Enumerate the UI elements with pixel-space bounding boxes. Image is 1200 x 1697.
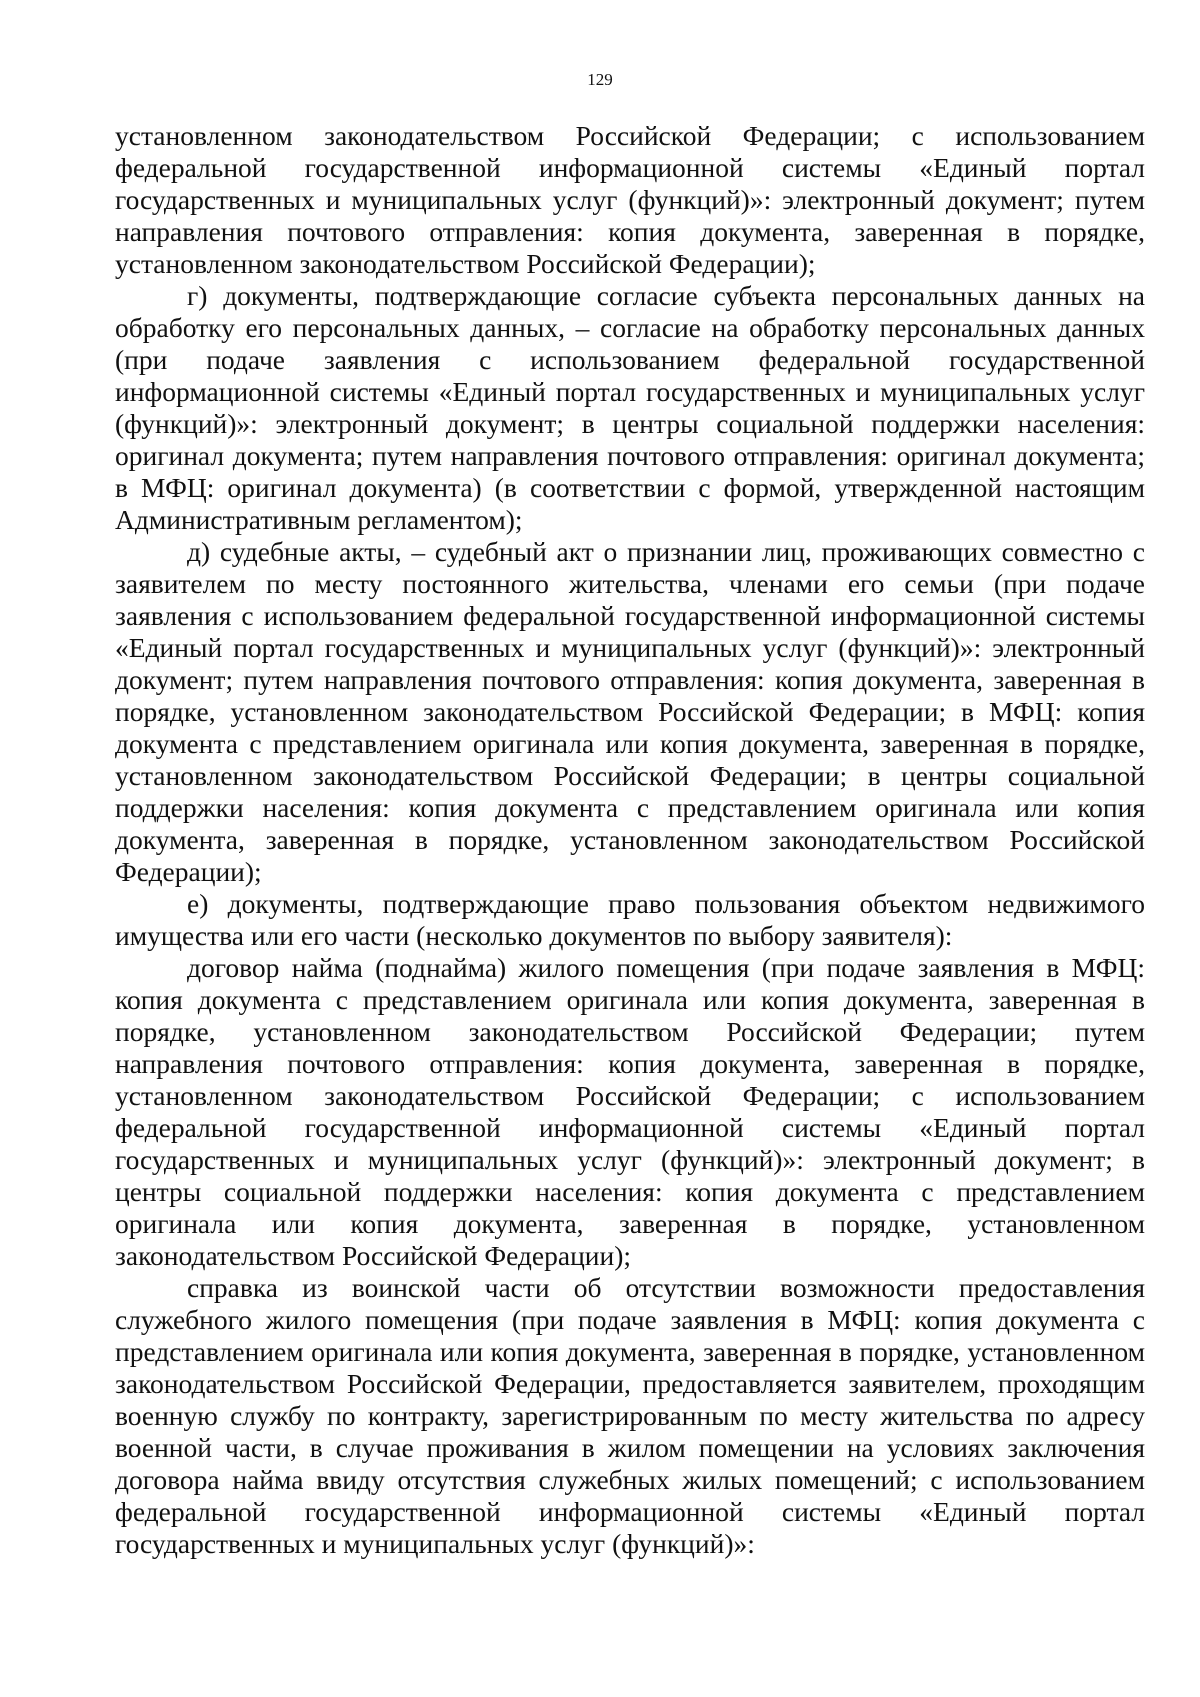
paragraph-item-g: г) документы, подтверждающие согласие субъекта персональных данных на обработку его персональных данных, – согласие на обработку персональных данных (при подаче заявления с использованием федеральной государственной информационной системы «Единый портал государственных и муниципальных услуг (функций)»: электронный документ; в центры социальной поддержки населения: оригинал документа; путем направления почтового отправления: оригинал документа; в МФЦ: оригинал документа) (в соответствии с формой, утвержденной настоящим Административным регламентом); <box>115 280 1145 535</box>
paragraph-item-d: д) судебные акты, – судебный акт о признании лиц, проживающих совместно с заявителем по месту постоянного жительства, членами его семьи (при подаче заявления с использованием федеральной государственной информационной системы «Единый портал государственных и муниципальных услуг (функций)»: электронный документ; путем направления почтового отправления: копия документа, заверенная в порядке, установленном законодательством Российской Федерации; в МФЦ: копия документа с представлением оригинала или копия документа, заверенная в порядке, установленном законодательством Российской Федерации; в центры социальной поддержки населения: копия документа с представлением оригинала или копия документа, заверенная в порядке, установленном законодательством Российской Федерации); <box>115 536 1145 887</box>
paragraph-rental-agreement: договор найма (поднайма) жилого помещения (при подаче заявления в МФЦ: копия документа с представлением оригинала или копия документа, заверенная в порядке, установленном законодательством Российской Федерации; путем направления почтового отправления: копия документа, заверенная в порядке, установленном законодательством Российской Федерации; с использованием федеральной государственной информационной системы «Единый портал государственных и муниципальных услуг (функций)»: электронный документ; в центры социальной поддержки населения: копия документа с представлением оригинала или копия документа, заверенная в порядке, установленном законодательством Российской Федерации); <box>115 952 1145 1271</box>
paragraph-continuation: установленном законодательством Российской Федерации; с использованием федеральной государственной информационной системы «Единый портал государственных и муниципальных услуг (функций)»: электронный документ; путем направления почтового отправления: копия документа, заверенная в порядке, установленном законодательством Российской Федерации); <box>115 120 1145 279</box>
paragraph-item-e: е) документы, подтверждающие право пользования объектом недвижимого имущества или его части (несколько документов по выбору заявителя): <box>115 888 1145 951</box>
page-number: 129 <box>587 70 613 89</box>
paragraph-military-certificate: справка из воинской части об отсутствии возможности предоставления служебного жилого помещения (при подаче заявления в МФЦ: копия документа с представлением оригинала или копия документа, заверенная в порядке, установленном законодательством Российской Федерации, предоставляется заявителем, проходящим военную службу по контракту, зарегистрированным по месту жительства по адресу военной части, в случае проживания в жилом помещении на условиях заключения договора найма ввиду отсутствия служебных жилых помещений; с использованием федеральной государственной информационной системы «Единый портал государственных и муниципальных услуг (функций)»: <box>115 1272 1145 1559</box>
document-body <box>115 120 1145 1560</box>
